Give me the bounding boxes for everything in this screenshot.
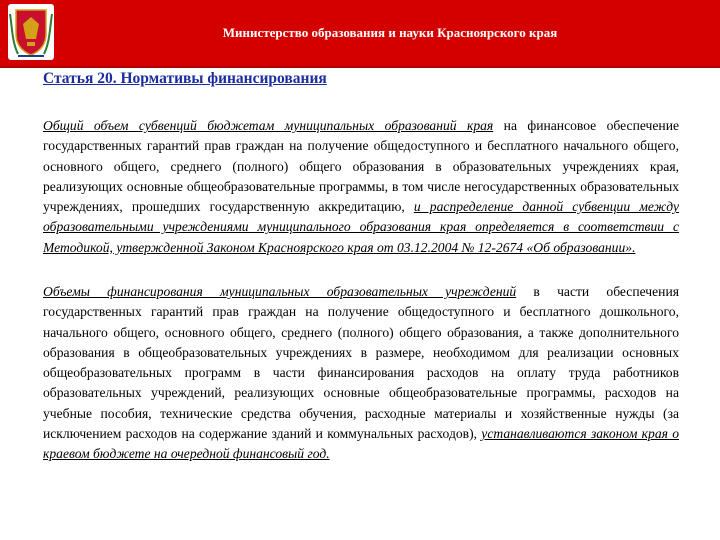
paragraph-subsidies-text: на финансовое обеспечение государственных гарантий прав граждан на получение общедоступного и бесплатного начального общего, основного общего, среднего (полного) общего образования в образовательных учреждениях края, реализующих основные общеобразовательные программы, в том числе негосударственных образовательных учреждениях, прошедших государственную аккредитацию, [43, 118, 679, 215]
paragraph-funding-emphasis-start: Объемы финансирования муниципальных образовательных учреждений [43, 284, 517, 299]
paragraph-funding-emphasis-end: устанавливаются законом края о краевом бюджете на очередной финансовый год. [43, 426, 680, 462]
paragraph-subsidies-emphasis-start: Общий объем субвенций бюджетам муниципальных образований края [43, 118, 494, 133]
header-divider [0, 66, 720, 68]
paragraph-subsidies [43, 116, 679, 258]
paragraph-funding-volumes [43, 282, 679, 465]
header-bar [0, 0, 720, 66]
paragraph-funding-text: в части обеспечения государственных гарантий прав граждан на получение общедоступного и бесплатного дошкольного, начального общего, основного общего, среднего (полного) общего образования, а также дополнительного образования в общеобразовательных учреждениях в размере, необходимом для реализации основных общеобразовательных программ в части финансирования расходов на оплату труда работников образовательных учреждений, реализующих основные общеобразовательные программы, расходов на учебные пособия, технические средства обучения, расходные материалы и хозяйственные нужды (за исключением расходов на содержание зданий и коммунальных расходов), [43, 284, 679, 442]
article-title: Статья 20. Нормативы финансирования [43, 70, 327, 87]
ministry-title: Министерство образования и науки Красноярского края [222, 25, 558, 40]
coat-of-arms-icon [8, 4, 54, 60]
paragraph-subsidies-emphasis-end: и распределение данной субвенции между образовательными учреждениями муниципального образования края определяется в соответствии с Методикой, утвержденной Законом Красноярского края от 03.12.2004 № 12-2674 «Об образовании». [43, 199, 679, 255]
